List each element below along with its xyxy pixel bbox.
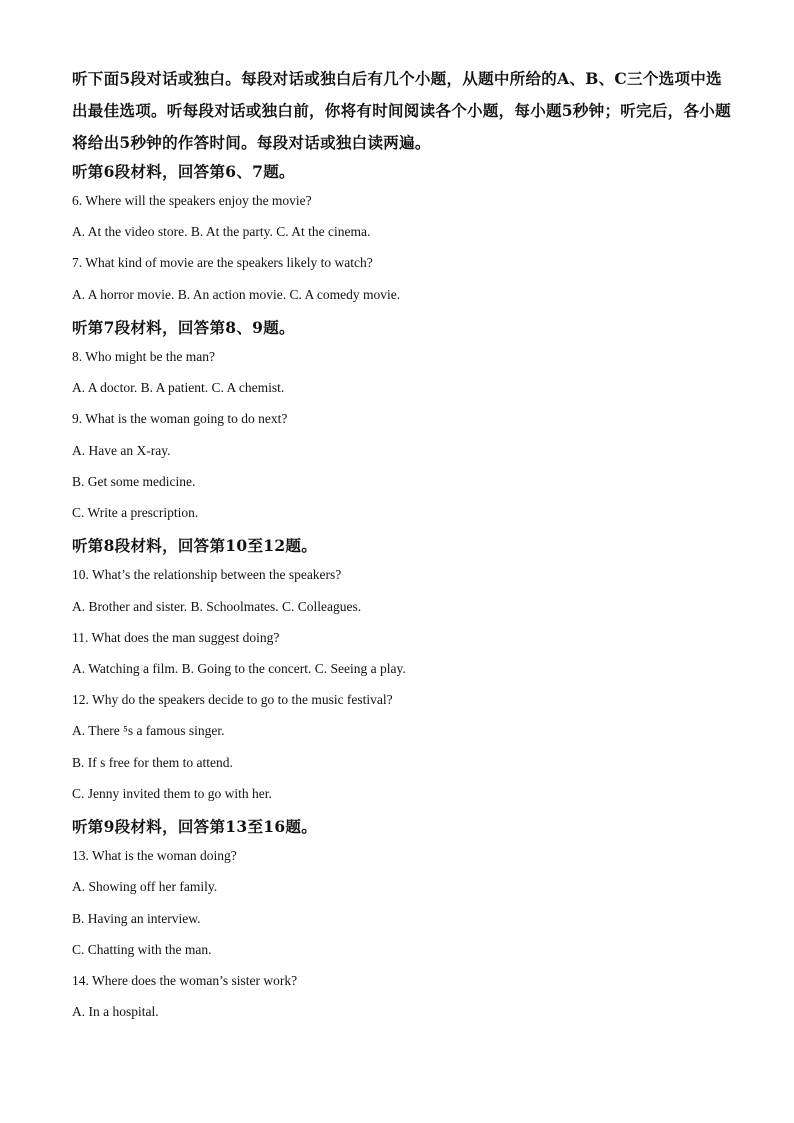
option-12a: A. There ⁵s a famous singer. bbox=[72, 723, 225, 738]
option-13c: C. Chatting with the man. bbox=[72, 942, 212, 957]
options-11: A. Watching a film. B. Going to the concert. C. Seeing a play. bbox=[72, 661, 406, 676]
options-6: A. At the video store. B. At the party. C. At the cinema. bbox=[72, 224, 371, 239]
option-13a: A. Showing off her family. bbox=[72, 879, 218, 894]
question-8: 8. Who might be the man? bbox=[72, 349, 215, 364]
section-heading-6: 听第6段材料，回答第6、7题。 bbox=[72, 162, 295, 181]
question-9: 9. What is the woman going to do next? bbox=[72, 411, 288, 426]
instructions-paragraph: 听下面5段对话或独白。每段对话或独白后有几个小题，从题中所给的A、B、C三个选项中选出最佳选项。听每段对话或独白前，你将有时间阅读各个小题，每小题5秒钟；听完后，各小题将给出5秒钟的作答时间。每段对话或独白读两遍。 bbox=[72, 69, 731, 152]
question-6: 6. Where will the speakers enjoy the movie? bbox=[72, 193, 312, 208]
option-12c: C. Jenny invited them to go with her. bbox=[72, 786, 272, 801]
question-12: 12. Why do the speakers decide to go to the music festival? bbox=[72, 692, 393, 707]
question-10: 10. What’s the relationship between the speakers? bbox=[72, 567, 342, 582]
section-heading-7: 听第7段材料，回答第8、9题。 bbox=[72, 318, 295, 337]
option-9c: C. Write a prescription. bbox=[72, 505, 199, 520]
question-13: 13. What is the woman doing? bbox=[72, 848, 237, 863]
option-9a: A. Have an X-ray. bbox=[72, 443, 171, 458]
question-11: 11. What does the man suggest doing? bbox=[72, 630, 280, 645]
options-7: A. A horror movie. B. An action movie. C. A comedy movie. bbox=[72, 287, 401, 302]
option-12b: B. If s free for them to attend. bbox=[72, 755, 233, 770]
option-13b: B. Having an interview. bbox=[72, 911, 201, 926]
options-8: A. A doctor. B. A patient. C. A chemist. bbox=[72, 380, 285, 395]
option-9b: B. Get some medicine. bbox=[72, 474, 196, 489]
options-10: A. Brother and sister. B. Schoolmates. C. Colleagues. bbox=[72, 599, 362, 614]
option-14a: A. In a hospital. bbox=[72, 1004, 159, 1019]
question-14: 14. Where does the woman’s sister work? bbox=[72, 973, 298, 988]
section-heading-8: 听第8段材料，回答第10至12题。 bbox=[72, 536, 318, 555]
question-7: 7. What kind of movie are the speakers likely to watch? bbox=[72, 255, 373, 270]
section-heading-9: 听第9段材料，回答第13至16题。 bbox=[72, 817, 318, 836]
